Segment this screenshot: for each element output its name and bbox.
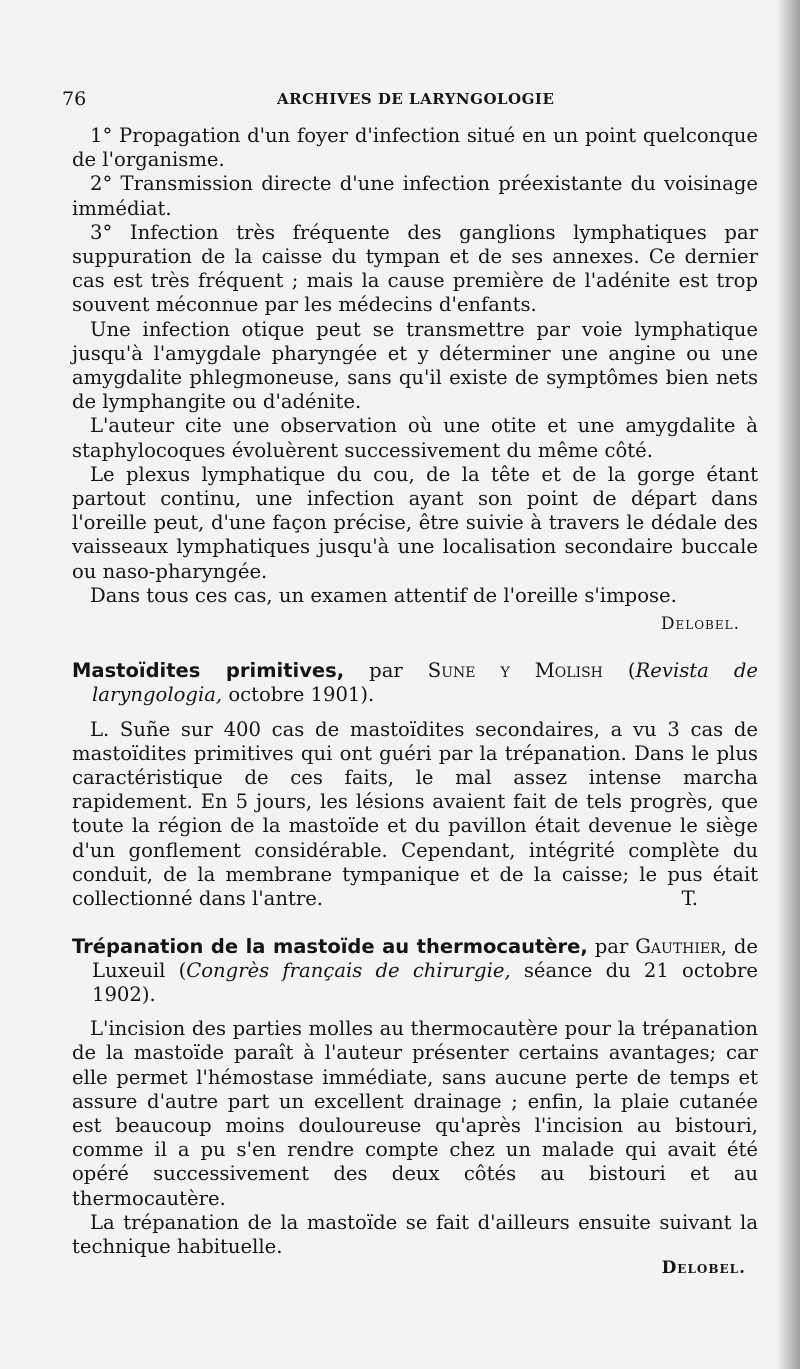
page-edge-shadow [776,0,800,1369]
article-title: Trépanation de la mastoïde au thermocautère, [72,934,588,958]
paragraph: Une infection otique peut se transmettre par voie lymphatique jusqu'à l'amygdale pharyngée et y déterminer une angine ou une amygdalite phlegmoneuse, sans qu'il existe de symptômes bien nets de lymphangite ou d'adénite. [72,317,758,414]
publication-date: octobre 1901). [222,683,375,707]
paragraph: La trépanation de la mastoïde se fait d'ailleurs ensuite suivant la technique habituelle. [72,1210,758,1258]
author-signature: Delobel. [660,614,740,635]
heading-text: par [344,659,428,683]
list-item-2: 2° Transmission directe d'une infection préexistante du voisinage immédiat. [72,172,758,220]
running-title: ARCHIVES DE LARYNGOLOGIE [277,90,555,108]
heading-text: ( [602,659,636,683]
heading-text: , de Luxeuil ( [92,934,758,982]
list-item-3: 3° Infection très fréquente des ganglions lymphatiques par suppuration de la caisse du tympan et de ses annexes. Ce dernier cas est très fréquent ; mais la cause première de l'adénite est trop souvent méconnue par les médecins d'enfants. [72,220,758,317]
paragraph: L. Suñe sur 400 cas de mastoïdites secondaires, a vu 3 cas de mastoïdites primitives qui ont guéri par la trépanation. Dans le plus caractéristique de ces faits, le mal assez intense marcha rapidement. En 5 jours, les lésions avaient fait de tels progrès, que toute la région de la mastoïde et du pavillon était devenue le siège d'un gonflement considérable. Cependant, intégrité complète du conduit, de la membrane tympanique et de la caisse; le pus était collectionné dans l'antre. [72,717,758,911]
article-author: Gauthier [635,934,721,958]
paragraph: Dans tous ces cas, un examen attentif de l'oreille s'impose. [90,583,677,607]
article-heading [72,659,758,707]
paragraph: L'auteur cite une observation où une otite et une amygdalite à staphylocoques évoluèrent successivement du même côté. [72,414,758,462]
page-header [62,88,742,116]
article-author: Sune y Molish [427,659,603,683]
page-number: 76 [62,88,87,110]
paragraph: Le plexus lymphatique du cou, de la tête et de la gorge étant partout continu, une infection ayant son point de départ dans l'oreille peut, d'une façon précise, être suivie à travers le dédale des vaisseaux lymphatiques jusqu'à une localisation secondaire buccale ou naso-pharyngée. [72,462,758,583]
list-item-1: 1° Propagation d'un foyer d'infection situé en un point quelconque de l'organisme. [72,124,758,172]
congress-name: Congrès français de chirurgie, [186,958,511,982]
author-signature: Delobel. [661,1258,746,1278]
article-heading [72,935,758,1008]
paragraph: L'incision des parties molles au thermocautère pour la trépanation de la mastoïde paraît à l'auteur présenter certains avantages; car elle permet l'hémostase immédiate, sans aucune perte de temps et assure d'autre part un excellent drainage ; enfin, la plaie cutanée est beaucoup moins douloureuse qu'après l'incision au bistouri, comme il a pu s'en rendre compte chez un malade qui avait été opéré successivement des deux côtés au bistouri et au thermocautère. [72,1017,758,1210]
journal-name: Revista de laryngologia, [92,659,758,707]
article-title: Mastoïdites primitives, [72,659,345,683]
heading-text: par [587,934,636,958]
author-signature: T. [681,887,698,911]
page-body [72,124,758,1259]
publication-date: séance du 21 octobre 1902). [92,958,758,1006]
